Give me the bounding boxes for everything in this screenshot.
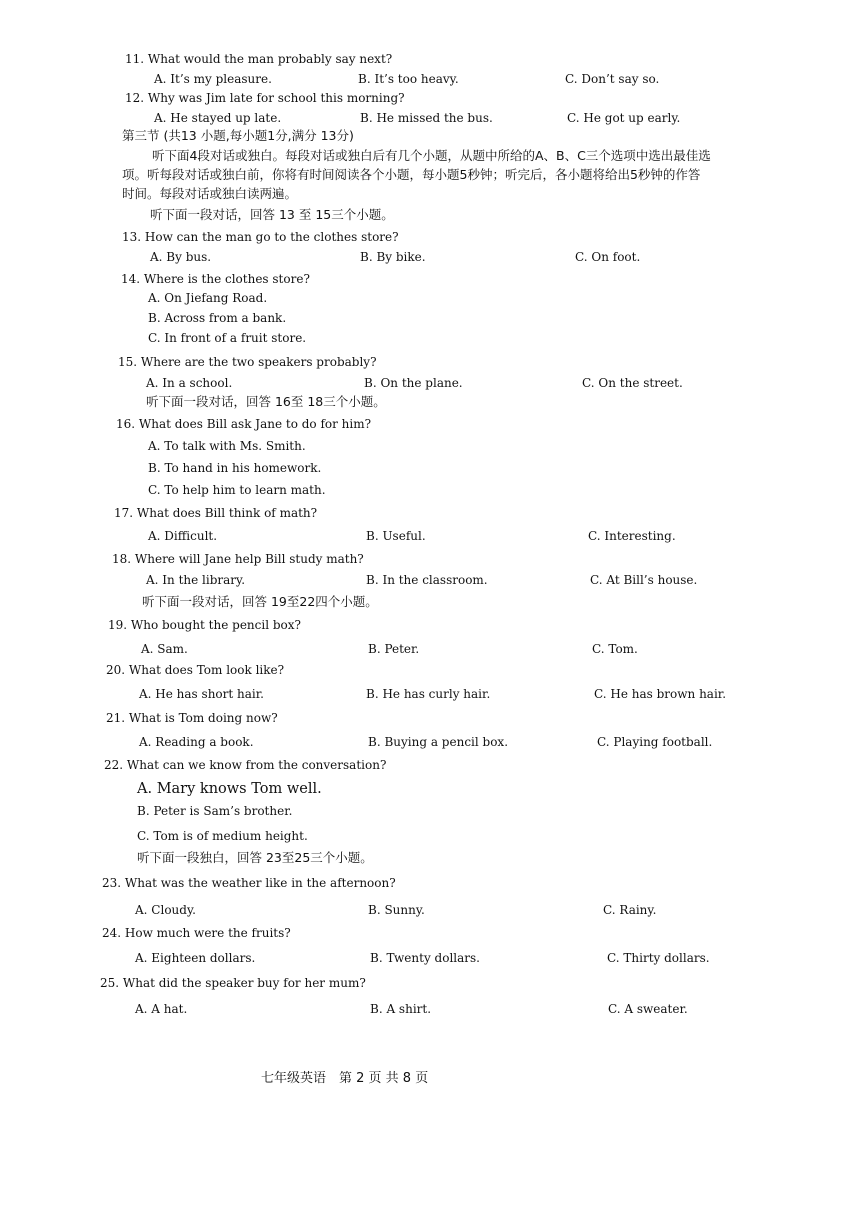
option-b: B. On the plane. xyxy=(364,376,463,390)
option-a: A. He has short hair. xyxy=(139,687,264,701)
option-a: A. To talk with Ms. Smith. xyxy=(148,439,306,453)
section-header: 第三节 (共13 小题,每小题1分,满分 13分) xyxy=(122,128,354,143)
option-a: A. Cloudy. xyxy=(135,903,196,917)
option-b: B. A shirt. xyxy=(370,1002,432,1016)
option-c: C. In front of a fruit store. xyxy=(148,331,307,345)
question-stem: 22. What can we know from the conversation? xyxy=(104,758,387,772)
option-c: C. Tom is of medium height. xyxy=(137,829,308,843)
question-stem: 13. How can the man go to the clothes store? xyxy=(122,230,399,244)
option-b: B. Sunny. xyxy=(368,903,425,917)
option-b: B. Buying a pencil box. xyxy=(368,735,509,749)
question-stem: 12. Why was Jim late for school this morning? xyxy=(125,91,405,105)
option-b: B. Peter is Sam’s brother. xyxy=(137,804,293,818)
question-stem: 15. Where are the two speakers probably? xyxy=(118,355,377,369)
instruction-line: 时间。每段对话或独白读两遍。 xyxy=(122,186,298,201)
group-intro: 听下面一段独白，回答 23至25三个小题。 xyxy=(137,850,373,865)
option-b: B. He has curly hair. xyxy=(366,687,491,701)
option-a: A. Eighteen dollars. xyxy=(135,951,256,965)
option-c: C. Interesting. xyxy=(588,529,676,543)
instruction-line: 项。听每段对话或独白前，你将有时间阅读各个小题，每小题5秒钟；听完后，各小题将给出5秒钟的作答 xyxy=(122,167,701,182)
option-c: C. He got up early. xyxy=(567,111,681,125)
option-a: A. By bus. xyxy=(150,250,212,264)
question-stem: 18. Where will Jane help Bill study math? xyxy=(112,552,364,566)
group-intro: 听下面一段对话，回答 16至 18三个小题。 xyxy=(146,394,386,409)
question-stem: 21. What is Tom doing now? xyxy=(106,711,278,725)
option-a: A. A hat. xyxy=(135,1002,188,1016)
option-b: B. He missed the bus. xyxy=(360,111,493,125)
option-b: B. It’s too heavy. xyxy=(358,72,459,86)
option-c: C. He has brown hair. xyxy=(594,687,727,701)
group-intro: 听下面一段对话，回答 13 至 15三个小题。 xyxy=(150,207,394,222)
option-c: C. On foot. xyxy=(575,250,641,264)
option-c: C. Thirty dollars. xyxy=(607,951,710,965)
option-c: C. Don’t say so. xyxy=(565,72,660,86)
option-b: B. In the classroom. xyxy=(366,573,488,587)
option-b: B. Across from a bank. xyxy=(148,311,287,325)
option-c: C. To help him to learn math. xyxy=(148,483,326,497)
option-a: A. Sam. xyxy=(141,642,188,656)
question-stem: 23. What was the weather like in the afternoon? xyxy=(102,876,396,890)
option-a: A. Difficult. xyxy=(148,529,218,543)
question-stem: 16. What does Bill ask Jane to do for him? xyxy=(116,417,372,431)
option-c: C. Tom. xyxy=(592,642,638,656)
option-b: B. Useful. xyxy=(366,529,426,543)
option-c: C. Rainy. xyxy=(603,903,657,917)
question-stem: 24. How much were the fruits? xyxy=(102,926,291,940)
instruction-line: 听下面4段对话或独白。每段对话或独白后有几个小题，从题中所给的A、B、C三个选项中选出最佳选 xyxy=(152,148,711,163)
option-c: C. A sweater. xyxy=(608,1002,688,1016)
question-stem: 20. What does Tom look like? xyxy=(106,663,285,677)
option-b: B. Peter. xyxy=(368,642,420,656)
option-a: A. In a school. xyxy=(146,376,233,390)
option-b: B. To hand in his homework. xyxy=(148,461,322,475)
option-a: A. In the library. xyxy=(146,573,246,587)
option-b: B. By bike. xyxy=(360,250,426,264)
option-c: C. Playing football. xyxy=(597,735,713,749)
group-intro: 听下面一段对话，回答 19至22四个小题。 xyxy=(142,594,378,609)
page-footer: 七年级英语 第 2 页 共 8 页 xyxy=(261,1071,429,1086)
question-stem: 17. What does Bill think of math? xyxy=(114,506,318,520)
option-a: A. On Jiefang Road. xyxy=(148,291,268,305)
question-stem: 25. What did the speaker buy for her mum? xyxy=(100,976,366,990)
option-a: A. Reading a book. xyxy=(139,735,254,749)
option-a: A. It’s my pleasure. xyxy=(154,72,272,86)
option-a: A. Mary knows Tom well. xyxy=(137,781,322,797)
question-stem: 11. What would the man probably say next? xyxy=(125,52,393,66)
option-b: B. Twenty dollars. xyxy=(370,951,480,965)
question-stem: 14. Where is the clothes store? xyxy=(121,272,310,286)
option-c: C. At Bill’s house. xyxy=(590,573,698,587)
option-c: C. On the street. xyxy=(582,376,683,390)
option-a: A. He stayed up late. xyxy=(154,111,282,125)
question-stem: 19. Who bought the pencil box? xyxy=(108,618,301,632)
